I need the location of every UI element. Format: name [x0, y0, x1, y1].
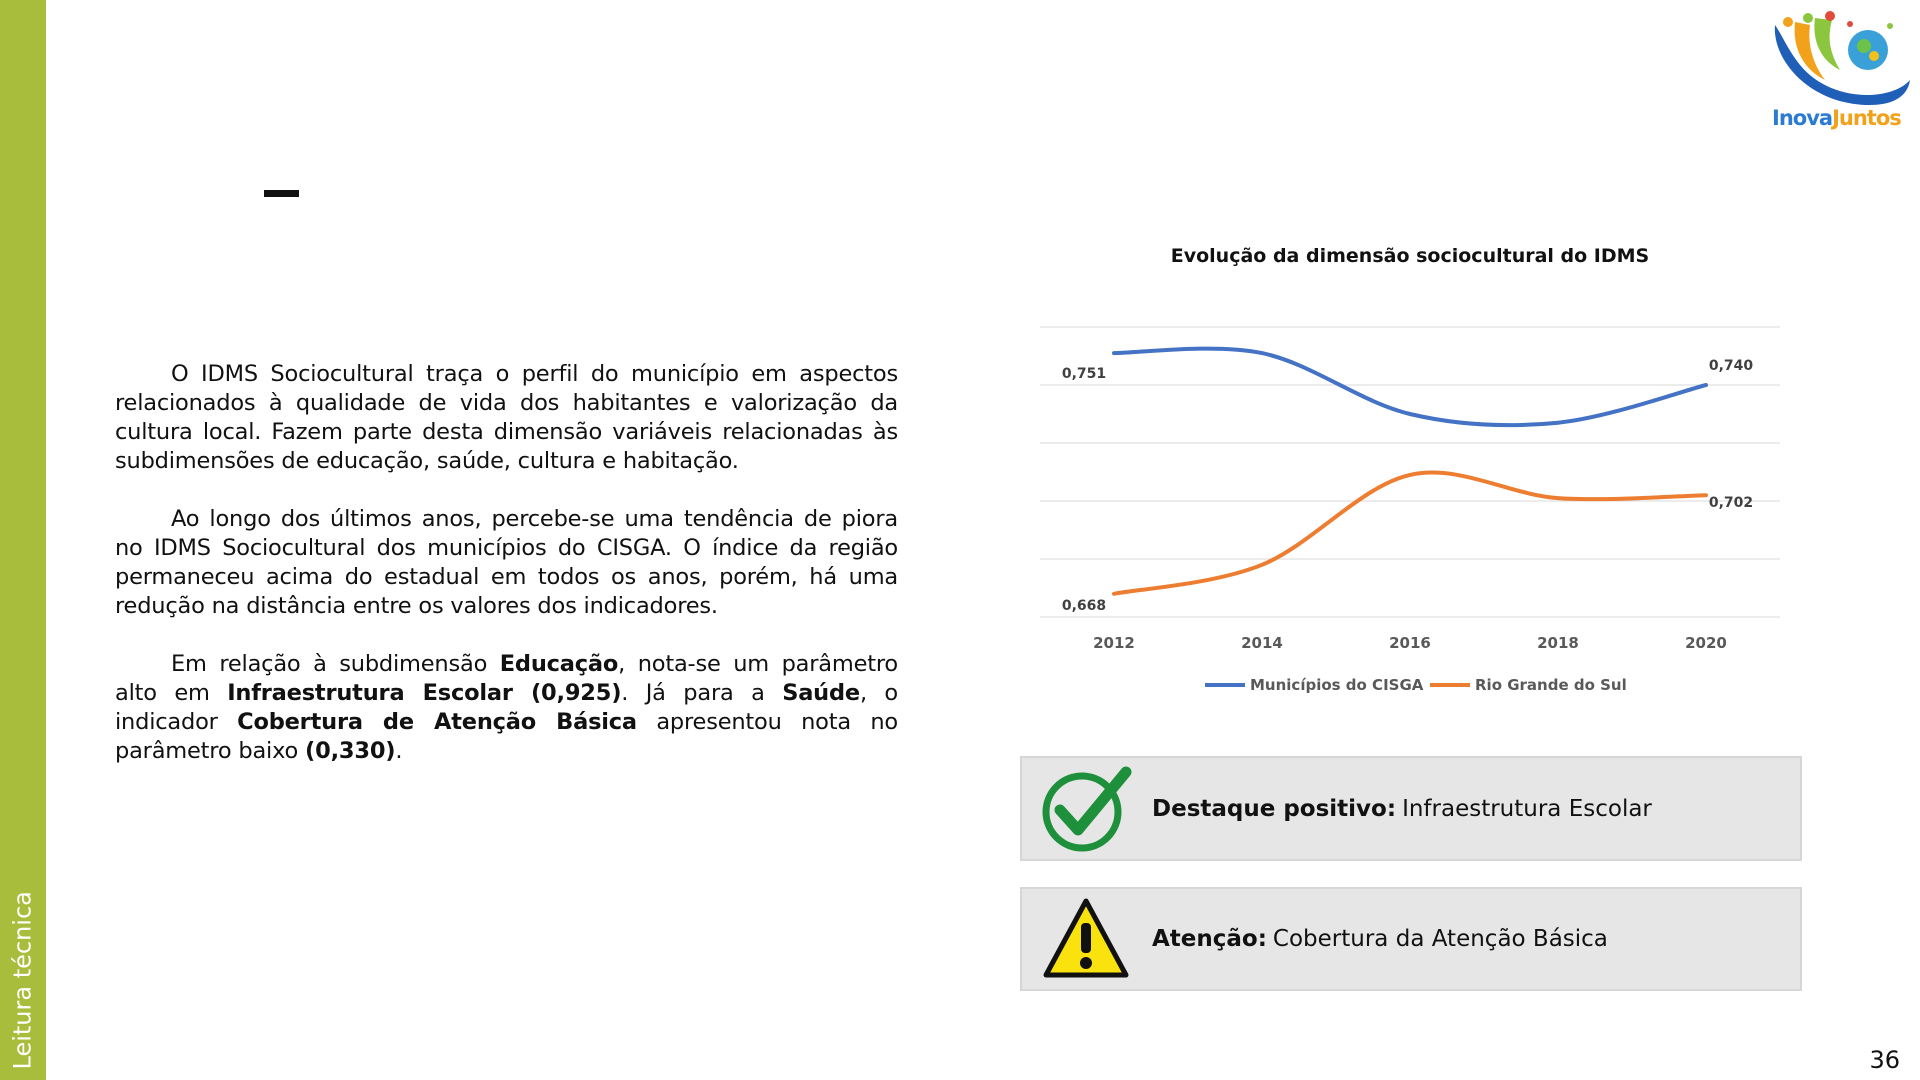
legend-label-1: Municípios do CISGA: [1250, 676, 1424, 694]
x-tick-label: 2012: [1093, 634, 1135, 652]
data-label: 0,740: [1708, 358, 1754, 374]
check-icon: [1040, 764, 1132, 854]
section-label: Leitura técnica: [8, 891, 37, 1070]
body-text: [115, 360, 898, 795]
x-tick-label: 2014: [1241, 634, 1283, 652]
positive-highlight-box: [1020, 756, 1802, 861]
title-dash: [264, 190, 299, 197]
data-label: 0,751: [1061, 366, 1107, 383]
sidebar-band: [0, 0, 46, 1080]
attention-highlight-box: [1020, 887, 1802, 991]
positive-highlight-text: Destaque positivo: Infraestrutura Escolar: [1152, 795, 1652, 822]
data-label: 0,702: [1708, 495, 1754, 512]
line-chart: [1010, 232, 1810, 702]
page-number: 36: [1869, 1046, 1900, 1074]
chart-title: Evolução da dimensão sociocultural do IDMS: [1170, 245, 1650, 267]
x-tick-label: 2016: [1389, 634, 1431, 652]
logo-wordmark: InovaJuntos: [1772, 106, 1901, 130]
x-tick-label: 2018: [1537, 634, 1579, 652]
series-line-1: [1114, 349, 1706, 426]
attention-highlight-text: Atenção: Cobertura da Atenção Básica: [1152, 926, 1608, 952]
series-line-2: [1114, 473, 1706, 594]
legend-label-2: Rio Grande do Sul: [1475, 676, 1627, 694]
paragraph-2: Ao longo dos últimos anos, percebe-se uma tendência de piora no IDMS Sociocultural dos municípios do CISGA. O índice da região permaneceu acima do estadual em todos os anos, porém, há uma redução na distância entre os valores dos indicadores.: [115, 506, 898, 619]
data-label: 0,668: [1061, 597, 1107, 614]
paragraph-3: Em relação à subdimensão Educação, nota-se um parâmetro alto em Infraestrutura Escolar (0,925). Já para a Saúde, o indicador Cobertura de Atenção Básica apresentou nota no parâmetro baixo (0,330).: [115, 651, 898, 764]
x-tick-label: 2020: [1685, 634, 1727, 652]
paragraph-1: O IDMS Sociocultural traça o perfil do município em aspectos relacionados à qualidade de vida dos habitantes e valorização da cultura local. Fazem parte desta dimensão variáveis relacionadas às subdimensões de educação, saúde, cultura e habitação.: [115, 361, 898, 474]
warning-icon: [1040, 895, 1132, 985]
